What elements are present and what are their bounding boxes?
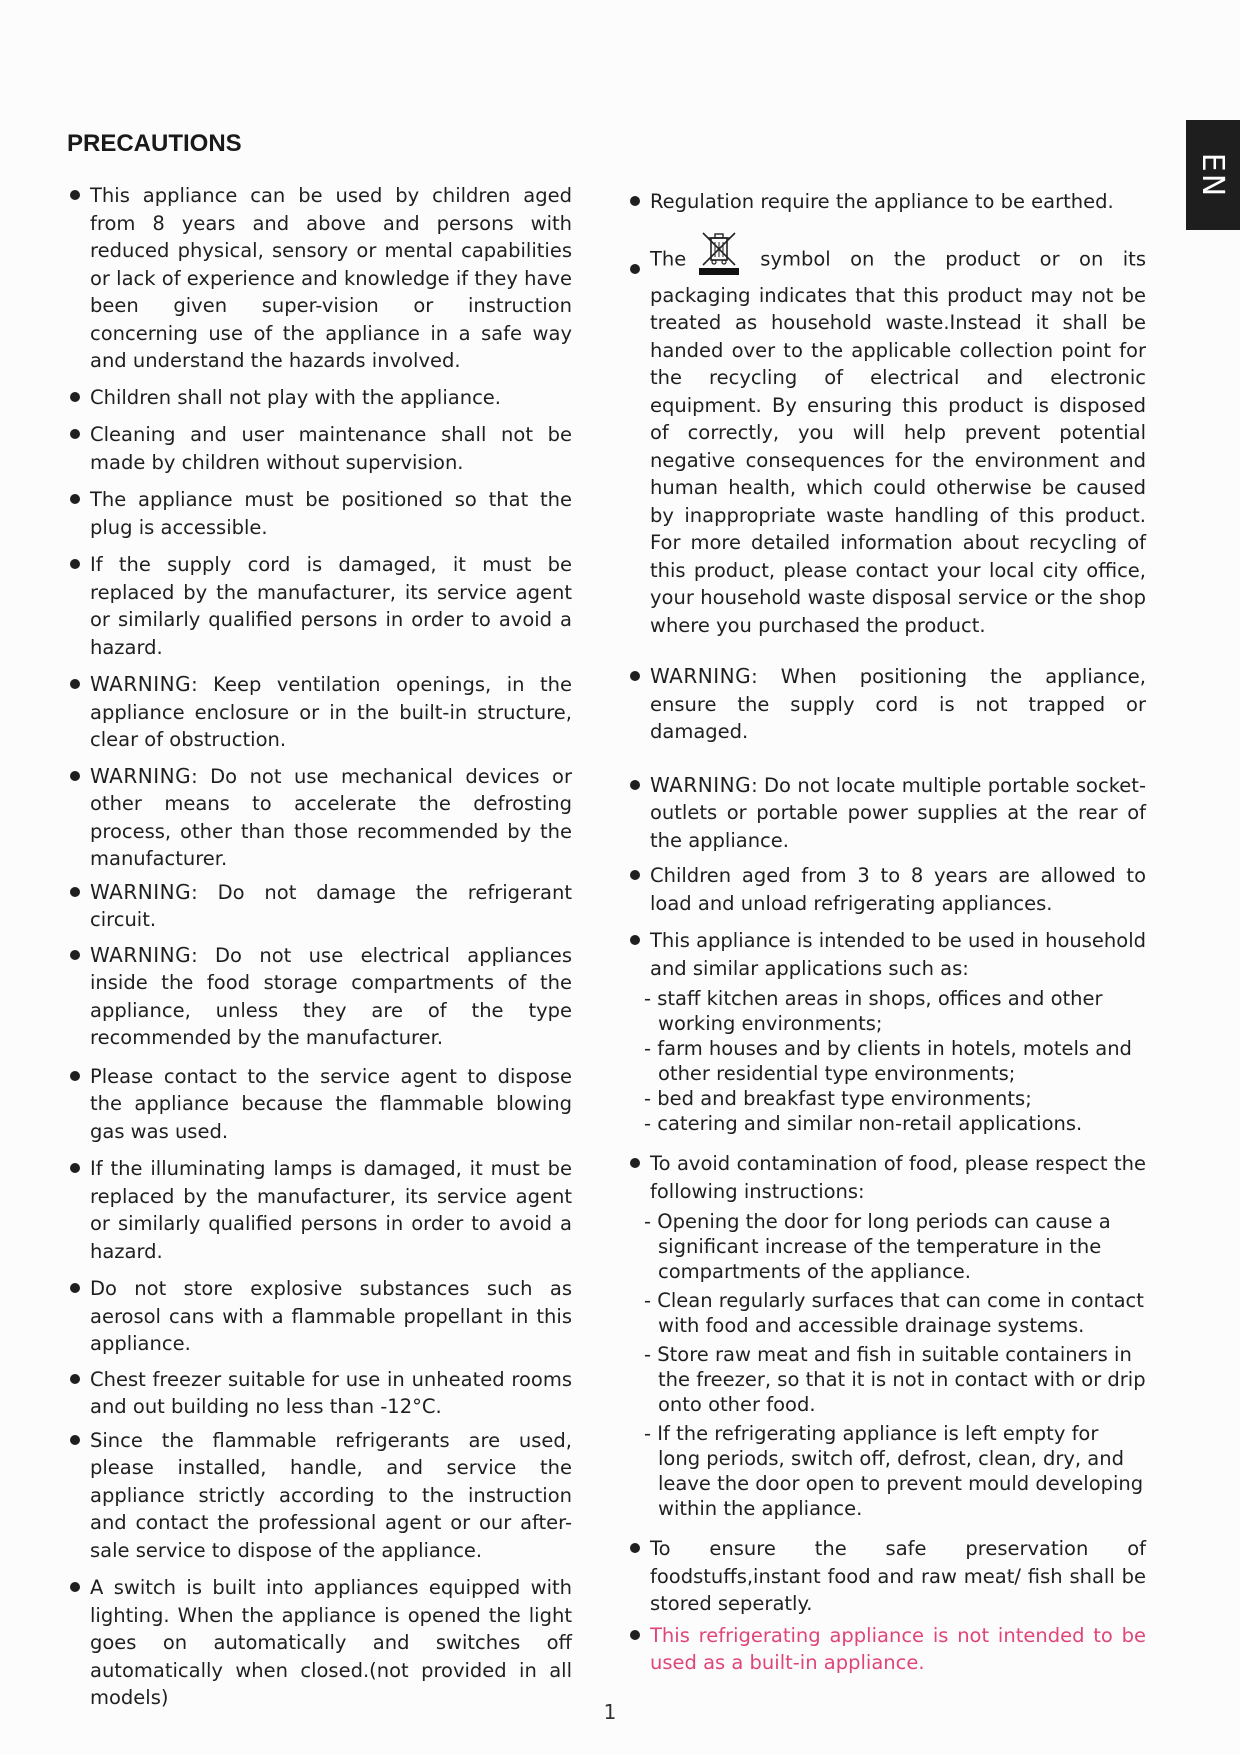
language-tab — [1186, 120, 1240, 230]
sub-list-item: - Opening the door for long periods can cause a significant increase of the temperature in the compartments of the appliance. — [644, 1210, 1111, 1283]
bullet-icon — [630, 1630, 640, 1640]
list-item: Chest freezer suitable for use in unheated rooms and out building no less than -12°C. — [70, 1366, 572, 1421]
bullet-icon — [630, 935, 640, 945]
sub-list-item: - bed and breakfast type environments; — [644, 1087, 1032, 1110]
bullet-icon — [70, 559, 80, 569]
bullet-icon — [70, 1374, 80, 1384]
bullet-icon — [630, 780, 640, 790]
warning-item: WARNING: Keep ventilation openings, in the appliance enclosure or in the built-in structure, clear of obstruction. — [70, 671, 572, 754]
warning-item: WARNING: When positioning the appliance, ensure the supply cord is not trapped or damaged. — [630, 663, 1146, 746]
bullet-icon — [70, 1582, 80, 1592]
builtin-notice: This refrigerating appliance is not intended to be used as a built-in appliance. — [630, 1622, 1146, 1677]
warning-item: WARNING: Do not locate multiple portable socket-outlets or portable power supplies at the rear of the appliance. — [630, 772, 1146, 855]
sub-list-item: - Store raw meat and fish in suitable containers in the freezer, so that it is not in contact with or drip onto other food. — [644, 1343, 1146, 1416]
bullet-icon — [70, 679, 80, 689]
page-number: 1 — [603, 1700, 617, 1724]
bullet-icon — [70, 392, 80, 402]
warning-item: WARNING: Do not use electrical appliances inside the food storage compartments of the appliance, unless they are of the type recommended by the manufacturer. — [70, 942, 572, 1052]
page-title: PRECAUTIONS — [67, 130, 242, 157]
bullet-icon — [630, 264, 640, 274]
bullet-icon — [70, 494, 80, 504]
bullet-icon — [70, 1283, 80, 1293]
list-item: Since the flammable refrigerants are used, please installed, handle, and service the appliance strictly according to the instruction and contact the professional agent or our after-sale service to dispose of the appliance. — [70, 1427, 572, 1565]
bullet-icon — [630, 870, 640, 880]
bullet-icon — [70, 887, 80, 897]
left-column — [70, 182, 572, 1712]
sub-list-item: - Clean regularly surfaces that can come in contact with food and accessible drainage systems. — [644, 1289, 1144, 1337]
sub-list-item: - If the refrigerating appliance is left empty for long periods, switch off, defrost, clean, dry, and leave the door open to prevent mould developing within the appliance. — [644, 1422, 1144, 1520]
sub-list-item: - farm houses and by clients in hotels, motels and other residential type environments; — [644, 1037, 1132, 1085]
list-item: The appliance must be positioned so that the plug is accessible. — [70, 486, 572, 541]
weee-item: The symbol on the product or on its packaging indicates that this product may not be treated as household waste.Instead it shall be handed over to the applicable collection point for the recycling of electrical and electronic equipment. By ensuring this product is disposed of correctly, you will help prevent potential negative consequences for the environment and human health, which could otherwise be caused by inappropriate waste handling of this product. For more detailed information about recycling of this product, please contact your local city office, your household waste disposal service or the shop where you purchased the product. — [630, 238, 1146, 640]
warning-item: WARNING: Do not damage the refrigerant circuit. — [70, 879, 572, 934]
bullet-icon — [70, 1435, 80, 1445]
right-column — [630, 188, 1146, 1677]
crossed-out-bin-icon — [694, 232, 744, 276]
list-item: Children shall not play with the appliance. — [70, 384, 572, 412]
list-item: To ensure the safe preservation of foodstuffs,instant food and raw meat/ fish shall be stored seperatly. — [630, 1535, 1146, 1618]
list-item: Do not store explosive substances such as aerosol cans with a flammable propellant in this appliance. — [70, 1275, 572, 1358]
warning-item: WARNING: Do not use mechanical devices or other means to accelerate the defrosting process, other than those recommended by the manufacturer. — [70, 763, 572, 873]
list-item: To avoid contamination of food, please respect the following instructions: — [630, 1150, 1146, 1205]
language-tab-label: EN — [1195, 152, 1231, 198]
sub-list-item: - catering and similar non-retail applications. — [644, 1112, 1083, 1135]
list-item: Regulation require the appliance to be earthed. — [630, 188, 1146, 216]
bullet-icon — [70, 190, 80, 200]
bullet-icon — [70, 950, 80, 960]
bullet-icon — [70, 1071, 80, 1081]
list-item: Please contact to the service agent to dispose the appliance because the flammable blowing gas was used. — [70, 1063, 572, 1146]
bullet-icon — [630, 671, 640, 681]
list-item: This appliance can be used by children aged from 8 years and above and persons with reduced physical, sensory or mental capabilities or lack of experience and knowledge if they have been given super-vision or instruction concerning use of the appliance in a safe way and understand the hazards involved. — [70, 182, 572, 375]
list-item: This appliance is intended to be used in household and similar applications such as: — [630, 927, 1146, 982]
bullet-icon — [70, 429, 80, 439]
bullet-icon — [630, 1158, 640, 1168]
list-item: Cleaning and user maintenance shall not be made by children without supervision. — [70, 421, 572, 476]
list-item: A switch is built into appliances equipped with lighting. When the appliance is opened the light goes on automatically and switches off automatically when closed.(not provided in all models) — [70, 1574, 572, 1712]
list-item: Children aged from 3 to 8 years are allowed to load and unload refrigerating appliances. — [630, 862, 1146, 917]
bullet-icon — [70, 1163, 80, 1173]
sub-list-item: - staff kitchen areas in shops, offices and other working environments; — [644, 987, 1103, 1035]
list-item: If the illuminating lamps is damaged, it must be replaced by the manufacturer, its service agent or similarly qualified persons in order to avoid a hazard. — [70, 1155, 572, 1265]
bullet-icon — [630, 1543, 640, 1553]
bullet-icon — [70, 771, 80, 781]
list-item: If the supply cord is damaged, it must be replaced by the manufacturer, its service agent or similarly qualified persons in order to avoid a hazard. — [70, 551, 572, 661]
bullet-icon — [630, 196, 640, 206]
